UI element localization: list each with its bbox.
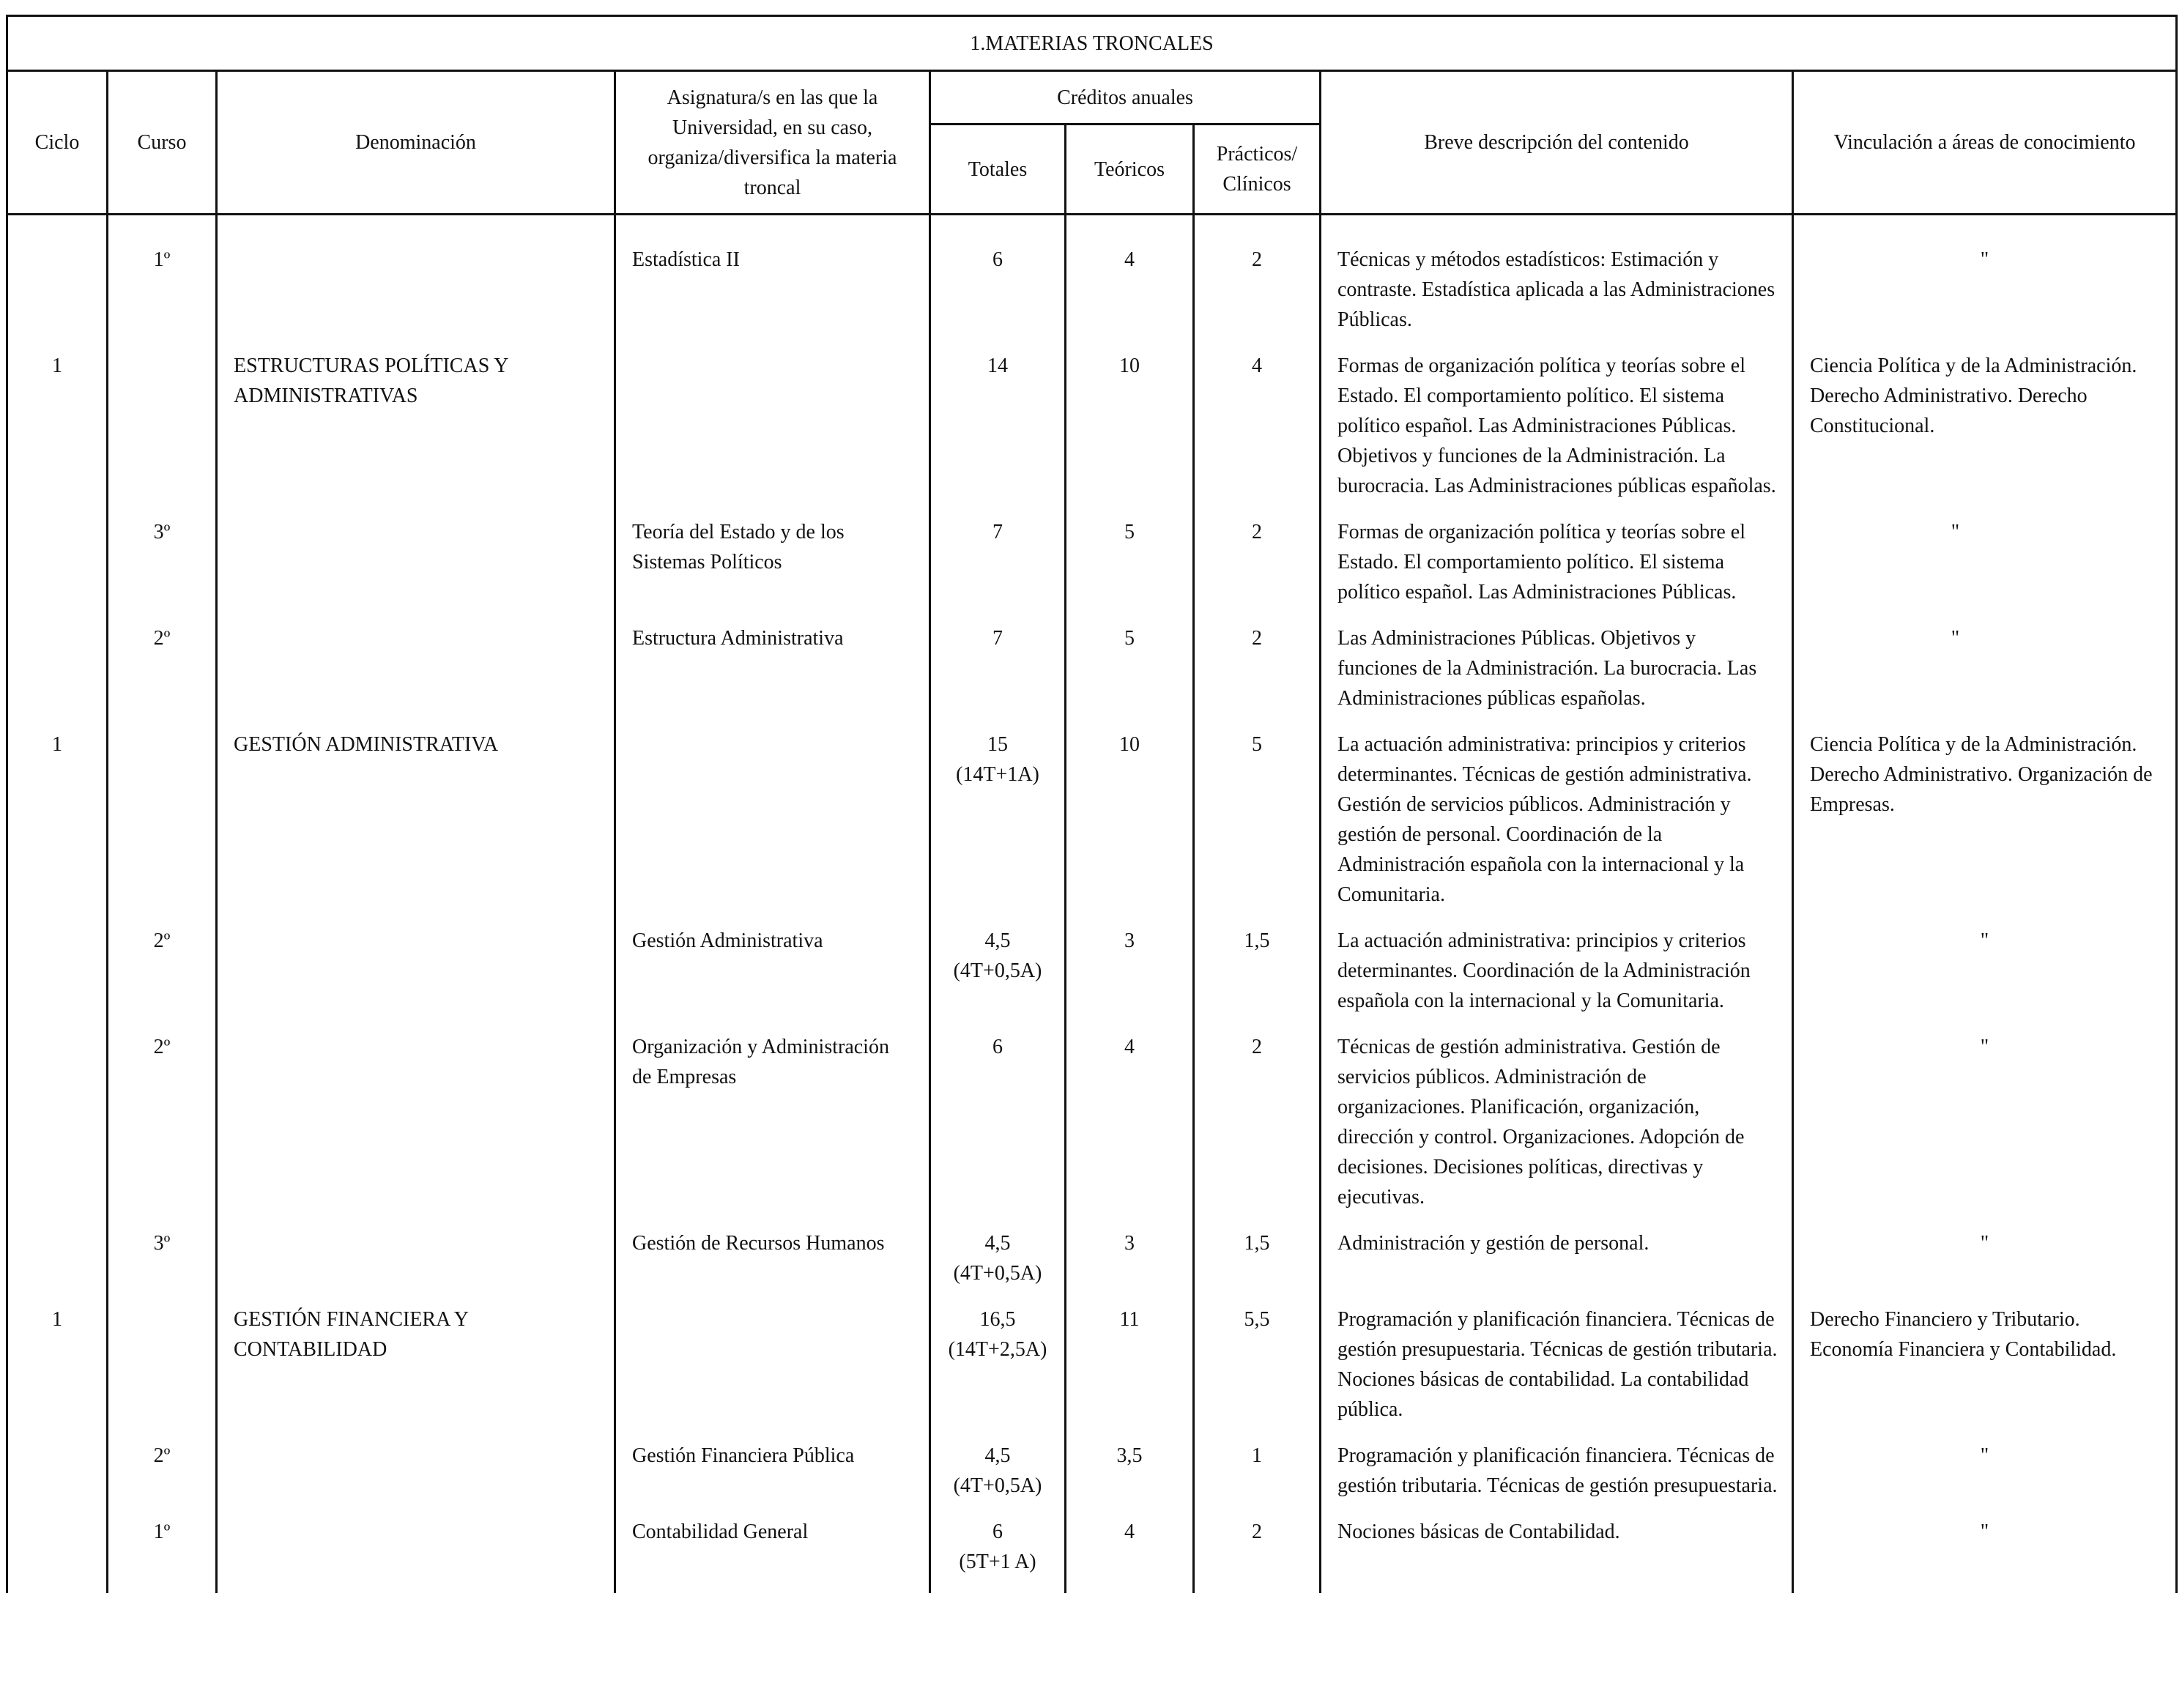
table-row	[7, 1304, 2177, 1441]
cell-vinculacion-text: Derecho Financiero y Tributario. Economía Financiera y Contabilidad.	[1810, 1308, 2117, 1361]
table-row	[7, 1228, 2177, 1304]
cell-teoricos	[1066, 1304, 1194, 1441]
cell-ciclo	[7, 926, 108, 1032]
cell-vinculacion-text: "	[1980, 248, 1989, 271]
table-row	[7, 623, 2177, 729]
table-row	[7, 729, 2177, 926]
cell-practicos	[1194, 926, 1321, 1032]
cell-totales	[930, 1032, 1066, 1228]
cell-vinculacion	[1793, 926, 2177, 1032]
cell-totales-text: 6	[992, 1036, 1003, 1058]
cell-descripcion-text: Administración y gestión de personal.	[1337, 1232, 1650, 1255]
table-row	[7, 1032, 2177, 1228]
cell-practicos	[1194, 1441, 1321, 1517]
cell-curso	[108, 729, 217, 926]
cell-descripcion	[1321, 517, 1793, 623]
cell-totales-breakdown: (4T+0,5A)	[953, 959, 1042, 982]
cell-teoricos-text: 4	[1124, 248, 1135, 271]
cell-teoricos	[1066, 1032, 1194, 1228]
table-row	[7, 215, 2177, 352]
cell-descripcion	[1321, 926, 1793, 1032]
cell-teoricos	[1066, 1228, 1194, 1304]
cell-curso-text: 3º	[153, 1232, 171, 1255]
cell-vinculacion-text: "	[1951, 627, 1960, 650]
cell-totales	[930, 729, 1066, 926]
table-row	[7, 926, 2177, 1032]
cell-practicos-text: 2	[1252, 248, 1262, 271]
cell-asignatura-text: Estadística II	[632, 248, 740, 271]
cell-asignatura	[615, 729, 930, 926]
cell-descripcion	[1321, 1517, 1793, 1593]
cell-ciclo	[7, 1228, 108, 1304]
cell-totales	[930, 1304, 1066, 1441]
cell-denominacion	[217, 517, 615, 623]
cell-descripcion-text: Programación y planificación financiera. Técnicas de gestión presupuestaria. Técnicas de gestión tributaria. Nociones básicas de contabilidad. La contabilidad pública.	[1337, 1308, 1778, 1421]
cell-asignatura	[615, 215, 930, 352]
cell-teoricos	[1066, 351, 1194, 517]
table-row	[7, 351, 2177, 517]
cell-ciclo-text: 1	[52, 733, 62, 756]
cell-totales	[930, 1517, 1066, 1593]
cell-totales-text: 15	[987, 733, 1008, 756]
cell-teoricos-text: 5	[1124, 627, 1135, 650]
cell-curso-text: 2º	[153, 1036, 171, 1058]
cell-practicos-text: 2	[1252, 521, 1262, 543]
cell-teoricos	[1066, 1441, 1194, 1517]
cell-practicos-text: 2	[1252, 1521, 1262, 1543]
header-totales: Totales	[930, 125, 1066, 215]
cell-totales-breakdown: (4T+0,5A)	[953, 1262, 1042, 1285]
cell-practicos	[1194, 729, 1321, 926]
cell-teoricos-text: 5	[1124, 521, 1135, 543]
cell-practicos	[1194, 517, 1321, 623]
cell-curso-text: 3º	[153, 521, 171, 543]
cell-curso-text: 2º	[153, 929, 171, 952]
header-creditos: Créditos anuales	[930, 71, 1321, 125]
cell-totales-breakdown: (4T+0,5A)	[953, 1474, 1042, 1497]
cell-asignatura	[615, 351, 930, 517]
cell-vinculacion	[1793, 1441, 2177, 1517]
cell-asignatura	[615, 1228, 930, 1304]
cell-teoricos-text: 3	[1124, 1232, 1135, 1255]
cell-totales	[930, 517, 1066, 623]
cell-asignatura-text: Organización y Administración de Empresas	[632, 1036, 889, 1088]
cell-curso	[108, 215, 217, 352]
cell-practicos	[1194, 351, 1321, 517]
cell-practicos-text: 1	[1252, 1444, 1262, 1467]
cell-descripcion	[1321, 1441, 1793, 1517]
cell-descripcion-text: La actuación administrativa: principios y criterios determinantes. Coordinación de la Administración española con la internacional y la Comunitaria.	[1337, 929, 1751, 1012]
cell-totales	[930, 1441, 1066, 1517]
table-title: 1.MATERIAS TRONCALES	[7, 16, 2177, 71]
cell-teoricos-text: 11	[1119, 1308, 1140, 1331]
cell-curso	[108, 1304, 217, 1441]
cell-totales-breakdown: (5T+1 A)	[959, 1551, 1036, 1573]
table-row	[7, 517, 2177, 623]
cell-denominacion	[217, 1441, 615, 1517]
cell-vinculacion	[1793, 215, 2177, 352]
cell-ciclo	[7, 1032, 108, 1228]
cell-vinculacion	[1793, 1228, 2177, 1304]
cell-teoricos-text: 4	[1124, 1521, 1135, 1543]
cell-practicos	[1194, 1304, 1321, 1441]
header-descripcion: Breve descripción del contenido	[1321, 71, 1793, 215]
cell-totales-breakdown: (14T+1A)	[956, 763, 1039, 786]
cell-curso	[108, 1517, 217, 1593]
cell-descripcion	[1321, 1228, 1793, 1304]
cell-practicos	[1194, 1517, 1321, 1593]
cell-totales-text: 4,5	[984, 1232, 1011, 1255]
cell-denominacion-text: GESTIÓN ADMINISTRATIVA	[234, 733, 499, 756]
cell-denominacion-text: GESTIÓN FINANCIERA Y CONTABILIDAD	[234, 1308, 468, 1361]
cell-practicos-text: 4	[1252, 354, 1262, 377]
cell-teoricos-text: 3	[1124, 929, 1135, 952]
cell-ciclo	[7, 517, 108, 623]
cell-practicos-text: 1,5	[1244, 1232, 1270, 1255]
cell-curso	[108, 517, 217, 623]
cell-descripcion-text: Las Administraciones Públicas. Objetivos y funciones de la Administración. La burocracia. Las Administraciones públicas españolas.	[1337, 627, 1757, 710]
cell-ciclo	[7, 1517, 108, 1593]
cell-practicos-text: 5	[1252, 733, 1262, 756]
cell-asignatura-text: Gestión Financiera Pública	[632, 1444, 855, 1467]
cell-denominacion	[217, 1228, 615, 1304]
cell-teoricos	[1066, 623, 1194, 729]
cell-denominacion	[217, 1517, 615, 1593]
cell-teoricos	[1066, 215, 1194, 352]
cell-ciclo	[7, 1304, 108, 1441]
cell-teoricos	[1066, 1517, 1194, 1593]
cell-totales-text: 16,5	[979, 1308, 1016, 1331]
cell-teoricos	[1066, 517, 1194, 623]
cell-curso-text: 2º	[153, 1444, 171, 1467]
cell-practicos	[1194, 215, 1321, 352]
cell-teoricos-text: 3,5	[1116, 1444, 1143, 1467]
cell-vinculacion-text: "	[1980, 1232, 1989, 1255]
cell-curso	[108, 1441, 217, 1517]
cell-totales-breakdown: (14T+2,5A)	[948, 1338, 1047, 1361]
cell-teoricos-text: 10	[1119, 354, 1140, 377]
cell-practicos	[1194, 1228, 1321, 1304]
header-ciclo: Ciclo	[7, 71, 108, 215]
cell-descripcion	[1321, 1304, 1793, 1441]
cell-totales	[930, 926, 1066, 1032]
cell-ciclo	[7, 215, 108, 352]
cell-vinculacion	[1793, 623, 2177, 729]
cell-totales-text: 7	[992, 521, 1003, 543]
cell-asignatura	[615, 1304, 930, 1441]
cell-vinculacion-text: "	[1980, 1036, 1989, 1058]
cell-denominacion	[217, 351, 615, 517]
cell-totales-text: 4,5	[984, 929, 1011, 952]
table-row	[7, 1441, 2177, 1517]
cell-vinculacion-text: Ciencia Política y de la Administración. Derecho Administrativo. Organización de Empresas.	[1810, 733, 2153, 816]
cell-curso-text: 2º	[153, 627, 171, 650]
cell-descripcion	[1321, 623, 1793, 729]
cell-descripcion-text: Nociones básicas de Contabilidad.	[1337, 1521, 1620, 1543]
cell-vinculacion-text: "	[1980, 1444, 1989, 1467]
cell-descripcion	[1321, 1032, 1793, 1228]
cell-descripcion-text: Técnicas de gestión administrativa. Gestión de servicios públicos. Administración de organizaciones. Planificación, organización, dirección y control. Organizaciones. Adopción de decisiones. Decisiones políticas, directivas y ejecutivas.	[1337, 1036, 1745, 1208]
cell-denominacion-text: ESTRUCTURAS POLÍTICAS Y ADMINISTRATIVAS	[234, 354, 508, 407]
cell-denominacion	[217, 623, 615, 729]
cell-teoricos	[1066, 729, 1194, 926]
cell-curso	[108, 926, 217, 1032]
cell-asignatura	[615, 1441, 930, 1517]
cell-curso	[108, 1032, 217, 1228]
table-body	[7, 215, 2177, 1594]
header-teoricos: Teóricos	[1066, 125, 1194, 215]
cell-curso-text: 1º	[153, 1521, 171, 1543]
cell-vinculacion-text: "	[1951, 521, 1960, 543]
cell-teoricos-text: 10	[1119, 733, 1140, 756]
cell-ciclo-text: 1	[52, 1308, 62, 1331]
cell-teoricos	[1066, 926, 1194, 1032]
cell-vinculacion	[1793, 351, 2177, 517]
cell-ciclo	[7, 1441, 108, 1517]
cell-vinculacion-text: "	[1980, 1521, 1989, 1543]
cell-descripcion-text: La actuación administrativa: principios y criterios determinantes. Técnicas de gestión administrativa. Gestión de servicios públicos. Administración y gestión de personal. Coordinación de la Administración española con la internacional y la Comunitaria.	[1337, 733, 1752, 906]
cell-descripcion-text: Técnicas y métodos estadísticos: Estimación y contraste. Estadística aplicada a las Administraciones Públicas.	[1337, 248, 1775, 331]
cell-asignatura-text: Contabilidad General	[632, 1521, 809, 1543]
cell-descripcion-text: Formas de organización política y teorías sobre el Estado. El comportamiento político. El sistema político español. Las Administraciones Públicas.	[1337, 521, 1745, 604]
header-curso: Curso	[108, 71, 217, 215]
header-asignatura: Asignatura/s en las que la Universidad, en su caso, organiza/diversifica la materia troncal	[615, 71, 930, 215]
cell-totales-text: 14	[987, 354, 1008, 377]
cell-descripcion	[1321, 729, 1793, 926]
cell-asignatura	[615, 1517, 930, 1593]
cell-vinculacion	[1793, 729, 2177, 926]
table-row	[7, 1517, 2177, 1593]
cell-totales-text: 6	[992, 248, 1003, 271]
cell-vinculacion	[1793, 1032, 2177, 1228]
header-denominacion: Denominación	[217, 71, 615, 215]
cell-totales	[930, 351, 1066, 517]
cell-denominacion	[217, 215, 615, 352]
cell-totales	[930, 1228, 1066, 1304]
cell-totales	[930, 623, 1066, 729]
cell-totales-text: 7	[992, 627, 1003, 650]
document-page	[6, 15, 2175, 1593]
cell-totales	[930, 215, 1066, 352]
cell-ciclo-text: 1	[52, 354, 62, 377]
cell-vinculacion-text: "	[1980, 929, 1989, 952]
cell-denominacion	[217, 729, 615, 926]
cell-asignatura-text: Estructura Administrativa	[632, 627, 844, 650]
cell-descripcion	[1321, 351, 1793, 517]
cell-totales-text: 4,5	[984, 1444, 1011, 1467]
cell-denominacion	[217, 926, 615, 1032]
cell-asignatura	[615, 926, 930, 1032]
cell-vinculacion	[1793, 517, 2177, 623]
cell-curso-text: 1º	[153, 248, 171, 271]
cell-asignatura	[615, 1032, 930, 1228]
cell-ciclo	[7, 729, 108, 926]
cell-practicos-text: 2	[1252, 1036, 1262, 1058]
cell-ciclo	[7, 623, 108, 729]
cell-denominacion	[217, 1032, 615, 1228]
cell-ciclo	[7, 351, 108, 517]
cell-curso	[108, 623, 217, 729]
cell-teoricos-text: 4	[1124, 1036, 1135, 1058]
cell-practicos	[1194, 1032, 1321, 1228]
cell-practicos-text: 1,5	[1244, 929, 1270, 952]
cell-asignatura-text: Gestión Administrativa	[632, 929, 823, 952]
header-vinculacion: Vinculación a áreas de conocimiento	[1793, 71, 2177, 215]
cell-curso	[108, 351, 217, 517]
cell-vinculacion	[1793, 1517, 2177, 1593]
cell-asignatura	[615, 517, 930, 623]
cell-asignatura	[615, 623, 930, 729]
cell-vinculacion	[1793, 1304, 2177, 1441]
cell-descripcion-text: Formas de organización política y teorías sobre el Estado. El comportamiento político. El sistema político español. Las Administraciones Públicas. Objetivos y funciones de la Administración. La burocracia. Las Administraciones públicas españolas.	[1337, 354, 1776, 497]
cell-asignatura-text: Teoría del Estado y de los Sistemas Políticos	[632, 521, 845, 573]
cell-vinculacion-text: Ciencia Política y de la Administración. Derecho Administrativo. Derecho Constitucional.	[1810, 354, 2137, 437]
cell-descripcion-text: Programación y planificación financiera. Técnicas de gestión tributaria. Técnicas de gestión presupuestaria.	[1337, 1444, 1778, 1497]
cell-totales-text: 6	[992, 1521, 1003, 1543]
header-practicos: Prácticos/ Clínicos	[1194, 125, 1321, 215]
cell-descripcion	[1321, 215, 1793, 352]
cell-asignatura-text: Gestión de Recursos Humanos	[632, 1232, 885, 1255]
materias-table	[6, 15, 2178, 1593]
cell-practicos	[1194, 623, 1321, 729]
cell-practicos-text: 2	[1252, 627, 1262, 650]
cell-denominacion	[217, 1304, 615, 1441]
cell-curso	[108, 1228, 217, 1304]
cell-practicos-text: 5,5	[1244, 1308, 1270, 1331]
